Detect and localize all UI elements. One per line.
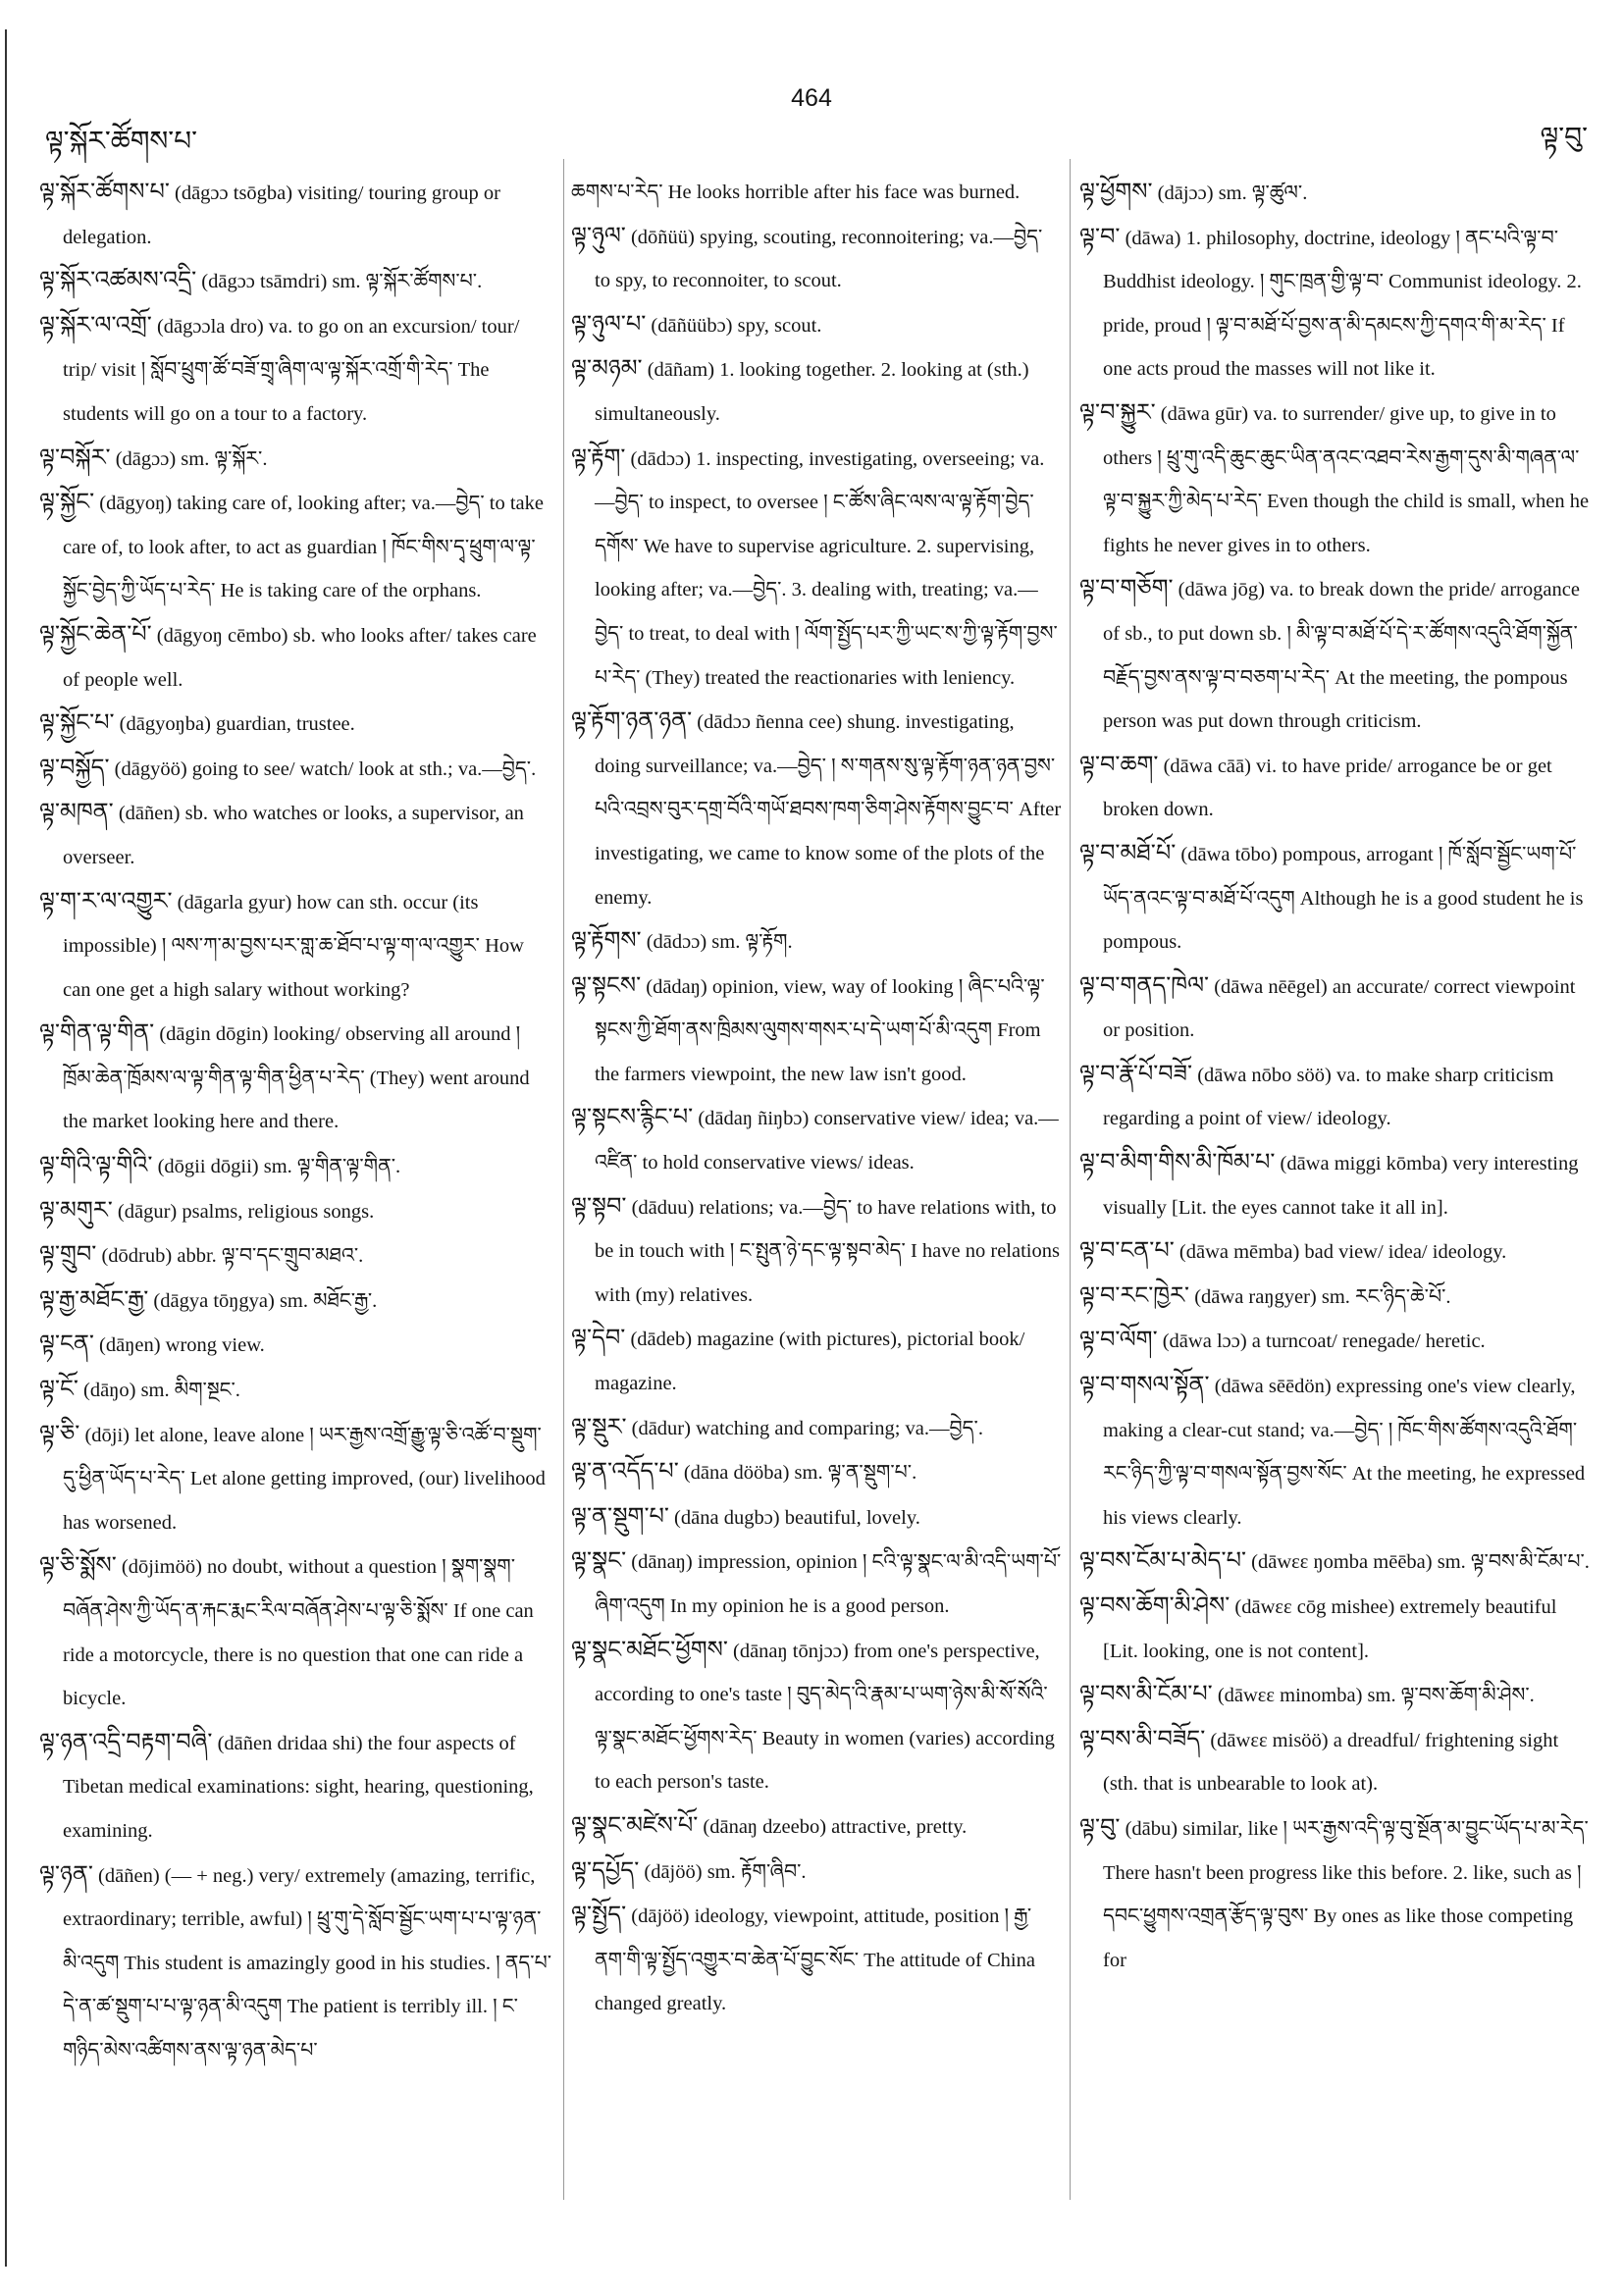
dictionary-entry xyxy=(1079,965,1590,1053)
entry-definition: (dāwa jōg) va. to break down the pride/ arrogance of sb., to put down sb. ། མི་ལྟ་བ་མཐོ་པོ་དེ་ར་ཚོགས་འདུའི་ཐོག་སྐྱོན་བརྗོད་བྱས་ནས་ལྟ་བ་བཅག་པ་རེད་ At the meeting, the pompous person was put down through criticism. xyxy=(1103,579,1580,733)
entry-definition: (dāŋo) sm. མིག་སྔང་. xyxy=(83,1380,240,1402)
entry-definition: (dāwa lɔɔ) a turncoat/ renegade/ heretic. xyxy=(1162,1331,1486,1353)
entry-definition: (dāgyoŋ cēmbo) sb. who looks after/ takes care of people well. xyxy=(63,624,537,691)
entry-headword: ལྟ་བསྐྱོད་ xyxy=(39,755,110,781)
entry-definition: (dāñüübɔ) spy, scout. xyxy=(651,314,822,337)
dictionary-entry xyxy=(571,1539,1062,1628)
dictionary-entry xyxy=(1079,1585,1590,1673)
dictionary-entry xyxy=(1079,1673,1590,1718)
dictionary-entry xyxy=(1079,216,1590,391)
entry-definition: (dāŋen) wrong view. xyxy=(99,1334,265,1357)
dictionary-entry xyxy=(39,1853,555,2073)
entry-definition: (dāñen) (— + neg.) very/ extremely (amazing, terrific, extraordinary; terrible, awful) ། ཕྲུ་གུ་དེ་སློབ་སྦྱོང་ཡག་པ་པ་ལྟ་ཉན་མི་འདུག This student is amazingly good in his studies. ། ནད་པ་དེ་ན་ཚ་སྡུག་པ་པ་ལྟ་ཉན་མི་འདུག The patient is terribly ill. ། ང་གཉིད་མེས་འཚིགས་ནས་ལྟ་ཉན་མེད་པ་ xyxy=(63,1864,552,2061)
entry-headword: ལྟ་སྣང་མཐོང་ཕྱོགས་ xyxy=(571,1637,728,1663)
dictionary-entry xyxy=(571,1406,1062,1451)
entry-definition: (dōñüü) spying, scouting, reconnoitering; va.—བྱེད་ to spy, to reconnoiter, to scout. xyxy=(595,226,1043,292)
entry-headword: ལྟ་སྐྱོང་ཆེན་པོ་ xyxy=(39,621,152,648)
entry-definition: (dōjimöö) no doubt, without a question ། སྣག་སྣག་བཞོན་ཤེས་ཀྱི་ཡོད་ན་རྐང་རྨང་རིལ་བཞོན་ཤེས་པ་ལྟ་ཅི་སྨོས་ If one can ride a motorcycle, there is no question that one can ride a bicycle. xyxy=(63,1556,534,1710)
entry-headword: ལྟ་བས་མི་བཟོད་ xyxy=(1079,1726,1206,1752)
entry-headword: ལྟ་སྟངས་ xyxy=(571,972,642,999)
dictionary-entry xyxy=(571,1495,1062,1540)
entry-definition: (dāñen dridaa shi) the four aspects of Tibetan medical examinations: sight, hearing, questioning, examining. xyxy=(63,1732,534,1842)
dictionary-entry xyxy=(1079,567,1590,743)
entry-headword: ལྟ་གིའི་ལྟ་གིའི་ xyxy=(39,1153,153,1179)
dictionary-entry xyxy=(571,1850,1062,1895)
entry-headword: ལྟ་ཅི་ xyxy=(39,1421,80,1447)
dictionary-entry xyxy=(1079,1229,1590,1275)
column-divider-1 xyxy=(563,159,564,2200)
dictionary-column-3 xyxy=(1079,171,1590,2261)
dictionary-entry xyxy=(571,171,1062,215)
entry-definition: (dāwa nēēgel) an accurate/ correct viewpoint or position. xyxy=(1103,975,1576,1042)
entry-definition: (dādur) watching and comparing; va.—བྱེད་. xyxy=(631,1417,983,1439)
entry-definition: (dāwa sēēdön) expressing one's view clearly, making a clear-cut stand; va.—བྱེད་ ། ཁོང་གིས་ཚོགས་འདུའི་ཐོག་རང་ཉིད་ཀྱི་ལྟ་བ་གསལ་སྟོན་བྱས་སོང་ At the meeting, he expressed his views clearly. xyxy=(1103,1376,1586,1529)
entry-headword: ལྟ་གྲུབ་ xyxy=(39,1242,97,1269)
dictionary-entry xyxy=(1079,1319,1590,1364)
dictionary-entry xyxy=(1079,1141,1590,1229)
dictionary-entry xyxy=(39,1278,555,1324)
entry-definition: (dādɔɔ) 1. inspecting, investigating, overseeing; va.—བྱེད་ to inspect, to oversee ། ང་ཚོས་ཞིང་ལས་ལ་ལྟ་རྟོག་བྱེད་དགོས་ We have to supervise agriculture. 2. supervising, looking after; va.—བྱེད་. 3. dealing with, treating; va.—བྱེད་ to treat, to deal with ། ལོག་སྤྱོད་པར་ཀྱི་ཡང་ས་ཀྱི་ལྟ་རྟོག་བྱས་པ་རེད་ (They) treated the reactionaries with leniency. xyxy=(595,447,1058,689)
entry-definition: (dāgya tōŋgya) sm. མཐོང་རྒྱ་. xyxy=(153,1289,378,1312)
entry-headword: ལྟ་དཔྱོད་ xyxy=(571,1857,640,1884)
entry-definition: (dāñam) 1. looking together. 2. looking at (sth.) simultaneously. xyxy=(595,359,1029,425)
dictionary-entry xyxy=(39,1012,555,1144)
dictionary-entry xyxy=(39,791,555,879)
dictionary-entry xyxy=(571,1804,1062,1850)
entry-definition: (dādaŋ ñiŋbɔ) conservative view/ idea; va.—འཛིན་ to hold conservative views/ ideas. xyxy=(595,1108,1059,1174)
dictionary-entry xyxy=(39,304,555,437)
entry-headword: ལྟ་བ་མིག་གིས་མི་ཁོམ་པ་ xyxy=(1079,1150,1276,1176)
entry-headword: ལྟ་སྟབ་ xyxy=(571,1193,627,1220)
dictionary-entry xyxy=(571,1450,1062,1495)
dictionary-entry xyxy=(39,1544,555,1720)
entry-headword: ལྟ་བས་ཆོག་མི་ཤེས་ xyxy=(1079,1593,1230,1619)
entry-headword: ལྟ་བས་མི་ངོམ་པ་ xyxy=(1079,1682,1213,1708)
entry-headword: ལྟ་གིན་ལྟ་གིན་ xyxy=(39,1020,155,1047)
entry-headword: ལྟ་མཉམ་ xyxy=(571,356,643,383)
entry-headword: ལྟ་སྐྱོང་ xyxy=(39,490,95,516)
dictionary-entry xyxy=(39,1189,555,1234)
entry-definition: (dādaŋ) opinion, view, way of looking ། ཞིང་པའི་ལྟ་སྟངས་ཀྱི་ཐོག་ནས་ཁྲིམས་ལུགས་གསར་པ་དེ་ཡག་པོ་མི་འདུག From the farmers viewpoint, the new law isn't good. xyxy=(595,975,1045,1085)
entry-definition: (dāwa raŋgyer) sm. རང་ཉིད་ཆེ་པོ་. xyxy=(1194,1285,1451,1308)
entry-definition: (dāwa) 1. philosophy, doctrine, ideology ། ནང་པའི་ལྟ་བ་ Buddhist ideology. ། གུང་ཁྲན་གྱི་ལྟ་བ་ Communist ideology. 2. pride, proud ། ལྟ་བ་མཐོ་པོ་བྱས་ན་མི་དམངས་ཀྱི་དགའ་གི་མ་རེད་ If one acts proud the masses will not like it. xyxy=(1103,227,1582,381)
dictionary-column-2 xyxy=(571,171,1062,2261)
dictionary-entry xyxy=(1079,744,1590,832)
entry-headword: ལྟ་ཅི་སྨོས་ xyxy=(39,1553,117,1580)
header-right-headword: ལྟ་བུ་ xyxy=(1540,123,1588,153)
dictionary-entry xyxy=(39,1144,555,1189)
dictionary-entry xyxy=(39,1721,555,1853)
entry-headword: ལྟ་ཕྱོགས་ xyxy=(1079,180,1153,205)
dictionary-entry xyxy=(571,700,1062,919)
entry-definition: (dāwεε minomba) sm. ལྟ་བས་ཆོག་མི་ཤེས་. xyxy=(1217,1685,1535,1707)
left-margin-rule xyxy=(5,29,7,2267)
column-divider-2 xyxy=(1070,159,1071,2200)
entry-definition: (dāgur) psalms, religious songs. xyxy=(117,1200,375,1223)
entry-definition: (dāgɔɔ tsāmdri) sm. ལྟ་སྐོར་ཚོགས་པ་. xyxy=(201,271,483,293)
entry-headword: ལྟ་བ་གནད་ཁེལ་ xyxy=(1079,972,1210,999)
entry-definition: (dāwa mēmba) bad view/ idea/ ideology. xyxy=(1178,1241,1507,1264)
entry-headword: ལྟ་རྟོག་ xyxy=(571,444,626,471)
entry-definition: (dāduu) relations; va.—བྱེད་ to have relations with, to be in touch with ། ང་སྤུན་ཉེ་དང་ལྟ་སྟབ་མེད་ I have no relations with (my) relatives. xyxy=(595,1196,1060,1306)
entry-definition: (dāgin dōgin) looking/ observing all around ། ཁྲོམ་ཆེན་ཁྲོམས་ལ་ལྟ་གིན་ལྟ་གིན་ཕྱིན་པ་རེད་ (They) went around the market looking here and there. xyxy=(63,1023,530,1133)
dictionary-entry xyxy=(39,613,555,702)
dictionary-entry xyxy=(571,437,1062,701)
entry-definition: (dānaŋ dzeebo) attractive, pretty. xyxy=(703,1815,968,1838)
dictionary-entry xyxy=(1079,1718,1590,1806)
entry-headword: ལྟ་སྤྱོད་ xyxy=(571,1903,627,1929)
dictionary-entry xyxy=(1079,832,1590,965)
entry-headword: ལྟ་རྟོག་ཉན་ཉན་ xyxy=(571,708,693,735)
dictionary-entry xyxy=(571,1185,1062,1318)
entry-headword: ལྟ་བ་ཆག་ xyxy=(1079,752,1159,778)
entry-headword: ལྟ་སྟངས་རྙིང་པ་ xyxy=(571,1105,694,1131)
entry-definition: (dābu) similar, like ། ཡར་རྒྱས་འདི་ལྟ་བུ་སྔོན་མ་བྱུང་ཡོད་པ་མ་རེད་ There hasn't been progress like this before. 2. like, such as ། དབང་ཕྱུགས་འགྲན་རྩོད་ལྟ་བུས་ By ones as like those competing for xyxy=(1103,1817,1589,1971)
dictionary-entry xyxy=(571,303,1062,348)
dictionary-entry xyxy=(39,259,555,304)
entry-definition: (dājöö) sm. རྟོག་ཞིབ་. xyxy=(644,1860,807,1883)
entry-headword: ལྟ་བ་ xyxy=(1079,224,1121,250)
entry-definition: (dādɔɔ ñenna cee) shung. investigating, doing surveillance; va.—བྱེད་ ། ས་གནས་སུ་ལྟ་རྟོག་ཉན་ཉན་བྱས་པའི་འབྲས་བུར་དགྲ་བོའི་གཡོ་ཐབས་ཁག་ཅིག་ཤེས་རྟོགས་བྱུང་བ་ After investigating, we came to know some of the plots of the enemy. xyxy=(595,711,1062,909)
entry-definition: ཆགས་པ་རེད་ He looks horrible after his face was burned. xyxy=(571,182,1021,203)
entry-headword: ལྟ་སྐོར་ལ་འགྲོ་ xyxy=(39,312,152,339)
page-number: 464 xyxy=(791,84,832,112)
entry-definition: (dāgyoŋ) taking care of, looking after; va.—བྱེད་ to take care of, to look after, to act as guardian ། ཁོང་གིས་དྭ་ཕྲུག་ལ་ལྟ་སྐྱོང་བྱེད་ཀྱི་ཡོད་པ་རེད་ He is taking care of the orphans. xyxy=(63,493,544,602)
entry-headword: ལྟ་བ་གསལ་སྟོན་ xyxy=(1079,1373,1210,1399)
entry-definition: (dāwεε misöö) a dreadful/ frightening sight (sth. that is unbearable to look at). xyxy=(1103,1729,1559,1796)
dictionary-entry xyxy=(571,965,1062,1097)
entry-headword: ལྟ་བ་ལོག་ xyxy=(1079,1328,1158,1354)
dictionary-entry xyxy=(39,702,555,747)
entry-headword: ལྟ་ག་ར་ལ་འགྱུར་ xyxy=(39,888,173,914)
dictionary-entry xyxy=(571,347,1062,436)
entry-definition: (dāwεε cōg mishee) extremely beautiful [Lit. looking, one is not content]. xyxy=(1103,1596,1557,1662)
dictionary-entry xyxy=(571,1096,1062,1184)
entry-headword: ལྟ་སྐྱོང་པ་ xyxy=(39,710,115,737)
entry-headword: ལྟ་ན་འདོད་པ་ xyxy=(571,1459,679,1486)
entry-headword: ལྟ་ངོ་ xyxy=(39,1377,79,1403)
entry-definition: (dāwa tōbo) pompous, arrogant ། ཁོ་སློབ་སྦྱོང་ཡག་པོ་ཡོད་ནའང་ལྟ་བ་མཐོ་པོ་འདུག Although he is a good student he is pompous. xyxy=(1103,843,1584,954)
dictionary-entry xyxy=(1079,171,1590,216)
entry-headword: ལྟ་དེབ་ xyxy=(571,1326,626,1352)
header-left-headword: ལྟ་སྐོར་ཚོགས་པ་ xyxy=(45,127,198,157)
dictionary-entry xyxy=(39,1233,555,1278)
dictionary-entry xyxy=(1079,1806,1590,1982)
entry-definition: (dāwa miggi kōmba) very interesting visually [Lit. the eyes cannot take it all in]. xyxy=(1103,1153,1579,1219)
entry-headword: ལྟ་བ་གཅོག་ xyxy=(1079,576,1174,602)
entry-definition: (dāwa cāā) vi. to have pride/ arrogance be or get broken down. xyxy=(1103,755,1552,821)
entry-headword: ལྟ་ཉུལ་ xyxy=(571,223,626,249)
entry-definition: (dāgɔɔ) sm. ལྟ་སྐོར་. xyxy=(115,447,268,470)
entry-definition: (dādɔɔ) sm. ལྟ་རྟོག. xyxy=(646,931,793,954)
entry-definition: (dāna dööba) sm. ལྟ་ན་སྡུག་པ་. xyxy=(683,1462,917,1485)
page-header xyxy=(0,0,1623,157)
dictionary-entry xyxy=(39,1323,555,1368)
entry-headword: ལྟ་སྣང་མཛེས་པོ་ xyxy=(571,1812,699,1839)
entry-definition: (dāgɔɔla dro) va. to go on an excursion/ tour/ trip/ visit ། སློབ་ཕྲུག་ཚོ་བཟོ་གྲྭ་ཞིག་ལ་ལྟ་སྐོར་འགྲོ་གི་རེད་ The students will go on a tour to a factory. xyxy=(63,315,520,425)
dictionary-entry xyxy=(1079,1539,1590,1585)
entry-headword: ལྟ་སྐོར་འཚམས་འདྲི་ xyxy=(39,268,197,294)
entry-headword: ལྟ་མཁན་ xyxy=(39,800,114,826)
dictionary-entry xyxy=(571,919,1062,965)
entry-definition: (dāgyoŋba) guardian, trustee. xyxy=(119,713,355,736)
dictionary-entry xyxy=(39,747,555,792)
entry-headword: ལྟ་སྐོར་ཚོགས་པ་ xyxy=(39,180,170,205)
entry-definition: (dādeb) magazine (with pictures), pictorial book/ magazine. xyxy=(595,1329,1025,1395)
dictionary-entry xyxy=(571,215,1062,303)
dictionary-entry xyxy=(1079,391,1590,567)
entry-headword: ལྟ་ན་སྡུག་པ་ xyxy=(571,1503,669,1530)
entry-headword: ལྟ་བ་སྐྱུར་ xyxy=(1079,399,1156,426)
dictionary-entry xyxy=(39,481,555,613)
entry-headword: ལྟ་བུ་ xyxy=(1079,1814,1121,1841)
entry-definition: (dāna dugbɔ) beautiful, lovely. xyxy=(674,1506,920,1529)
dictionary-column-1 xyxy=(39,171,555,2261)
entry-headword: ལྟ་སྡུར་ xyxy=(571,1414,627,1440)
dictionary-entry xyxy=(39,1368,555,1413)
entry-headword: ལྟ་རྒྱ་མཐོང་རྒྱ་ xyxy=(39,1286,149,1313)
dictionary-entry xyxy=(1079,1053,1590,1141)
entry-definition: (dānaŋ tōnjɔɔ) from one's perspective, according to one's taste ། བུད་མེད་འི་རྣམ་པ་ཡག་ཉེས་མི་སོ་སོའི་ལྟ་སྣང་མཐོང་ཕྱོགས་རེད་ Beauty in women (varies) according to each person's taste. xyxy=(595,1640,1055,1794)
entry-definition: (dāgarla gyur) how can sth. occur (its impossible) ། ལས་ཀ་མ་བྱས་པར་གླ་ཆ་ཐོབ་པ་ལྟ་ག་ལ་འགྱུར་ How can one get a high salary without working? xyxy=(63,891,524,1001)
entry-definition: (dājɔɔ) sm. ལྟ་ཚུལ་. xyxy=(1157,183,1308,204)
entry-definition: (dānaŋ) impression, opinion ། ངའི་ལྟ་སྣང་ལ་མི་འདི་ཡག་པོ་ཞིག་འདུག In my opinion he is a good person. xyxy=(595,1551,1062,1617)
dictionary-entry xyxy=(39,880,555,1013)
entry-definition: (dājöö) ideology, viewpoint, attitude, position ། རྒྱ་ནག་གི་ལྟ་སྤྱོད་འགྱུར་བ་ཆེན་པོ་བྱུང་སོང་ The attitude of China changed greatly. xyxy=(595,1905,1035,2015)
entry-headword: ལྟ་ངན་ xyxy=(39,1331,94,1358)
entry-headword: ལྟ་ཉན་ xyxy=(39,1861,93,1888)
entry-definition: (dāwa gūr) va. to surrender/ give up, to give in to others ། ཕྲུ་གུ་འདི་ཆུང་ཆུང་ཡིན་ནའང་འཐབ་རེས་རྒྱག་དུས་མི་གཞན་ལ་ལྟ་བ་སྐྱུར་ཀྱི་མེད་པ་རེད་ Even though the child is small, when he fights he never gives in to others. xyxy=(1103,402,1590,556)
entry-definition: (dōdrub) abbr. ལྟ་བ་དང་གྲུབ་མཐའ་. xyxy=(101,1245,364,1268)
entry-definition: (dāgyöö) going to see/ watch/ look at sth.; va.—བྱེད་. xyxy=(114,757,537,780)
entry-definition: (dāgɔɔ tsōgba) visiting/ touring group or delegation. xyxy=(63,183,500,248)
entry-headword: ལྟ་བས་ངོམ་པ་མེད་པ་ xyxy=(1079,1548,1247,1575)
dictionary-entry xyxy=(1079,1364,1590,1539)
dictionary-entry xyxy=(571,1317,1062,1405)
entry-headword: ལྟ་ཉུལ་པ་ xyxy=(571,311,647,338)
dictionary-entry xyxy=(571,1629,1062,1804)
dictionary-entry xyxy=(39,1413,555,1545)
dictionary-entry xyxy=(1079,1275,1590,1320)
entry-definition: (dāwεε ŋomba mēēba) sm. ལྟ་བས་མི་ངོམ་པ་. xyxy=(1251,1551,1590,1574)
entry-headword: ལྟ་བ་རྣོ་པོ་བཟོ་ xyxy=(1079,1061,1193,1087)
entry-headword: ལྟ་བ་མཐོ་པོ་ xyxy=(1079,840,1177,866)
entry-headword: ལྟ་བ་རང་ཁྱེར་ xyxy=(1079,1282,1190,1309)
entry-headword: ལྟ་བ་ངན་པ་ xyxy=(1079,1238,1175,1265)
entry-headword: ལྟ་ཉན་འདྲི་བརྟག་བཞི་ xyxy=(39,1729,213,1755)
entry-definition: (dōgii dōgii) sm. ལྟ་གིན་ལྟ་གིན་. xyxy=(157,1156,401,1178)
entry-headword: ལྟ་སྣང་ xyxy=(571,1548,627,1575)
entry-headword: ལྟ་རྟོགས་ xyxy=(571,928,642,955)
entry-definition: (dāwa nōbo söö) va. to make sharp criticism regarding a point of view/ ideology. xyxy=(1103,1064,1554,1130)
dictionary-entry xyxy=(39,437,555,482)
entry-definition: (dōji) let alone, leave alone ། ཡར་རྒྱས་འགྲོ་རྒྱུ་ལྟ་ཅི་འཚོ་བ་སྡུག་དུ་ཕྱིན་ཡོད་པ་རེད་ Let alone getting improved, (our) livelihood has worsened. xyxy=(63,1424,546,1534)
entry-definition: (dāñen) sb. who watches or looks, a supervisor, an overseer. xyxy=(63,803,524,868)
dictionary-entry xyxy=(571,1894,1062,2026)
dictionary-entry xyxy=(39,171,555,259)
entry-headword: ལྟ་མགུར་ xyxy=(39,1197,113,1224)
entry-headword: ལྟ་བསྐོར་ xyxy=(39,444,111,471)
